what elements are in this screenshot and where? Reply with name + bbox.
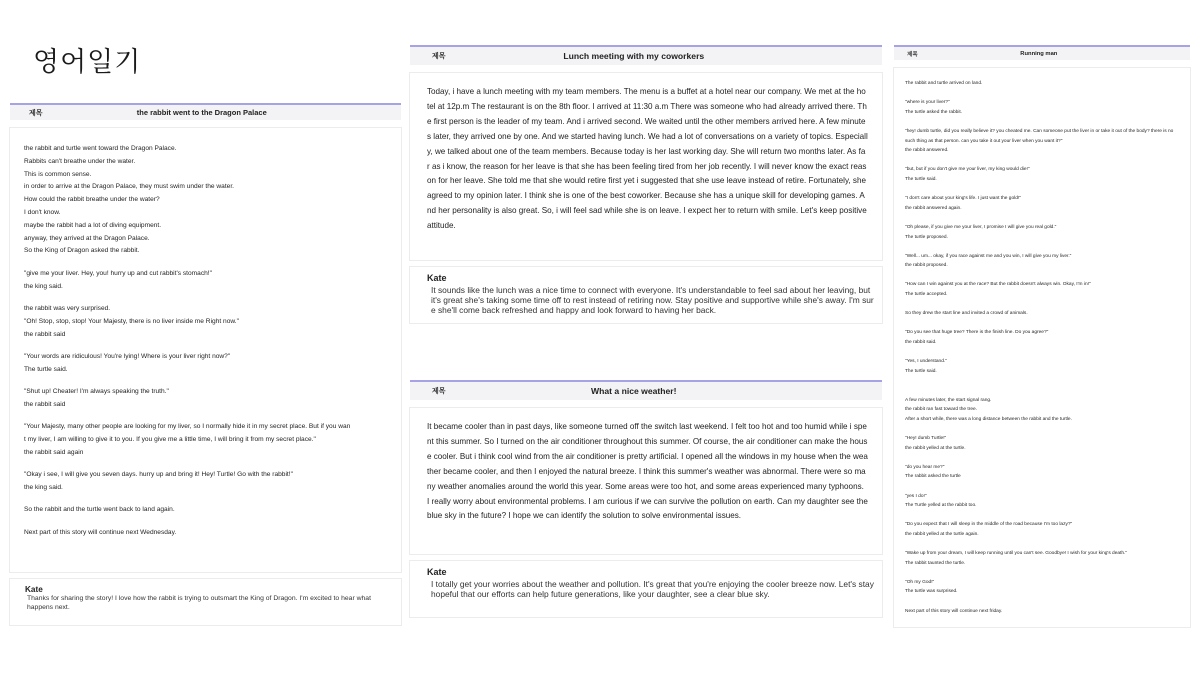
story-line: "Shut up! Cheater! I'm always speaking the truth." — [24, 388, 169, 396]
comment-text: It sounds like the lunch was a nice time to connect with everyone. It's understandable to feel sad about her leaving, but it's great she's taking some time off to rest instead of retiring now. Stay positive and supportive while she's away. I'm sure she'll come back refreshed and happy and look forward to having her back. — [431, 285, 874, 315]
entry-header — [410, 45, 882, 65]
story-line: So the rabbit and the turtle went back to land again. — [24, 506, 175, 514]
entry-body — [10, 128, 401, 572]
story-line: the rabbit was very surprised. — [24, 304, 111, 312]
entry-header — [10, 103, 401, 120]
stanza — [24, 351, 387, 377]
story-line: "Hey! dumb Turtle!" — [905, 435, 947, 441]
stanza — [905, 165, 1182, 184]
stanza — [905, 549, 1182, 568]
story-line: "I don't care about your king's life. I just want the gold!" — [905, 196, 1021, 202]
stanza — [905, 328, 1182, 347]
story-line: "Your Majesty, many other people are looking for my liver, so I normally hide it in my secret place. But if you wan — [24, 423, 351, 431]
story-line: "Your words are ridiculous! You're lying! Where is your liver right now?" — [24, 352, 231, 360]
story-line: "give me your liver. Hey, you! hurry up and cut rabbit's stomach!" — [24, 269, 212, 277]
story-line: the rabbit said again — [24, 448, 84, 456]
story-line: the rabbit yelled at the turtle. — [905, 445, 966, 451]
story-line: "Oh my God!" — [905, 579, 935, 585]
stanza — [905, 520, 1182, 539]
story-line: Next part of this story will continue next Wednesday. — [24, 528, 177, 536]
story-line: After a short while, there was a long distance between the rabbit and the turtle. — [905, 416, 1072, 422]
story-line: the rabbit proposed. — [905, 263, 948, 269]
story-line: maybe the rabbit had a lot of diving equipment. — [24, 221, 162, 229]
story-line: "How can I win against you at the race? But the rabbit doesn't always win. Okay, I'm in!" — [905, 282, 1091, 288]
comment-text: Thanks for sharing the story! I love how the rabbit is trying to outsmart the King of Dragon. I'm excited to hear what happens next. — [27, 595, 371, 611]
story-line: The turtle said. — [905, 176, 937, 182]
title-label: 제목 — [29, 109, 43, 117]
story-line: t my liver, I am willing to give it to you. If you give me a little time, I will bring it from my secret place." — [24, 436, 316, 444]
story-line: The Turtle yelled at the rabbit too. — [905, 503, 977, 509]
page-title: 영어일기 — [33, 47, 142, 78]
stanza — [905, 280, 1182, 299]
story-line: How could the rabbit breathe under the water? — [24, 196, 160, 204]
comment-author: Kate — [427, 567, 447, 577]
stanza — [905, 223, 1182, 242]
stanza — [24, 386, 387, 412]
stanza — [24, 504, 387, 517]
story-line: I don't know. — [24, 208, 61, 216]
story-line: "Well... um... okay, if you race against me and you win, I will give you my liver." — [905, 253, 1072, 259]
stanza — [24, 268, 387, 294]
story-line: The turtle proposed. — [905, 234, 948, 240]
entry-title: Lunch meeting with my coworkers — [563, 51, 705, 61]
story-line: the rabbit said — [24, 330, 66, 338]
title-label: 제목 — [432, 53, 446, 60]
comment — [410, 561, 882, 617]
comment-author: Kate — [427, 273, 447, 283]
story-line: the rabbit answered again. — [905, 205, 962, 211]
story-line: Rabbits can't breathe under the water. — [24, 157, 136, 165]
entry-card-dragon-palace — [10, 103, 401, 625]
stanza — [905, 194, 1182, 213]
story-line: the rabbit said. — [905, 340, 937, 346]
entry-title: Running man — [1020, 50, 1058, 57]
story-line: anyway, they arrived at the Dragon Palace. — [24, 234, 150, 242]
stanza — [24, 421, 387, 459]
stanza — [905, 578, 1182, 597]
stanza — [24, 469, 387, 495]
entry-title: the rabbit went to the Dragon Palace — [136, 108, 267, 117]
entry-card-lunch-meeting — [410, 45, 882, 323]
stanza — [905, 463, 1182, 482]
comment — [10, 579, 401, 625]
story-line: This is common sense. — [24, 170, 92, 178]
story-line: The rabbit asked the turtle — [905, 474, 961, 480]
story-line: the rabbit answered. — [905, 148, 949, 154]
story-line: The rabbit and turtle arrived on land. — [905, 81, 983, 86]
story-line: Next part of this story will continue next friday. — [905, 608, 1003, 614]
entry-body: It became cooler than in past days, like someone turned off the switch last weekend. I felt too hot and too humid while i spent this summer. So I turned on the air conditioner throughout this summer. Of course, the air conditioner can make the house cooler. But i think cool wind from the air conditioner is pretty artificial. I opened all the windows in my house when the weather became cooler, and then I enjoyed the natural breeze. I think this summer's weather was abnormal. There were so many weather anomalies around the world this year. Some areas were too hot, and some areas experienced many typhoons. I really worry about environmental problems. I am curious if we can survive the pollution on earth. Can my daughter see the blue sky in the future? I hope we can identify the solution to solve environmental issues. — [410, 408, 882, 554]
story-line: the king said. — [24, 484, 63, 492]
story-line: the king said. — [24, 282, 63, 290]
story-line: "but, but if you don't give me your liver, my king would die!" — [905, 167, 1030, 173]
story-line: A few minutes later, the start signal rang. — [905, 397, 992, 403]
story-line: "Do you see that huge tree? There is the finish line. Do you agree?" — [905, 330, 1049, 336]
story-line: "where is your liver?" — [905, 100, 950, 106]
story-line: The turtle asked the rabbit. — [905, 109, 963, 115]
comment — [410, 267, 882, 323]
story-line: "Okay i see, I will give you seven days. hurry up and bring it! Hey! Turtle! Go with the rabbit!" — [24, 471, 293, 479]
story-line: The turtle said. — [24, 365, 68, 373]
story-line: So the King of Dragon asked the rabbit. — [24, 247, 140, 255]
stanza — [905, 98, 1182, 117]
title-label: 제목 — [432, 388, 446, 395]
story-line: The turtle accepted. — [905, 292, 948, 298]
entry-header — [410, 380, 882, 400]
story-line: The rabbit taunted the turtle. — [905, 560, 966, 566]
stanza — [905, 386, 1182, 424]
entry-body — [894, 68, 1190, 627]
stanza — [905, 252, 1182, 271]
story-line: the rabbit and turtle went toward the Dragon Palace. — [24, 145, 177, 152]
story-line — [905, 386, 1182, 396]
stanza — [905, 492, 1182, 511]
story-line: "Yes, I understand." — [905, 359, 947, 365]
stanza — [24, 303, 387, 341]
stanza — [905, 434, 1182, 453]
story-line: "yes I do!" — [905, 493, 927, 499]
stanza — [905, 357, 1182, 376]
stanza — [905, 607, 1182, 617]
story-line: the rabbit yelled at the turtle again. — [905, 531, 979, 537]
story-line: "Oh please, if you give me your liver, I promise I will give you real gold." — [905, 224, 1057, 230]
story-line: "Do you expect that I will sleep in the middle of the road because I'm too lazy?" — [905, 522, 1073, 528]
story-line: So they drew the start line and invited a crowd of animals. — [905, 311, 1028, 317]
story-line: "Wake up from your dream, I will keep running until you can't see. Goodbye! I wish for your king's death." — [905, 551, 1128, 557]
stanza — [24, 143, 387, 258]
stanza — [905, 127, 1182, 156]
stanza — [905, 309, 1182, 319]
stanza — [905, 79, 1182, 89]
stanza — [24, 527, 387, 540]
entry-title: What a nice weather! — [591, 386, 677, 396]
comment-author: Kate — [25, 585, 43, 594]
story-line: the rabbit ran fast toward the tree. — [905, 407, 977, 413]
title-label: 제목 — [907, 51, 918, 58]
story-line: in order to arrive at the Dragon Palace, they must swim under the water. — [24, 183, 235, 191]
story-line: the rabbit said — [24, 400, 66, 408]
entry-header — [894, 45, 1190, 60]
entry-body: Today, i have a lunch meeting with my team members. The menu is a buffet at a hotel near our company. We met at the hotel at 12p.m The restaurant is on the 8th floor. I arrived at 11:30 a.m There was someone who had already arrived there. The first person is the leader of my team. And i arrived second. We waited until the other members arrived here. A few minutes later, they arrived one by one. And we started having lunch. We had a lot of conversations on a variety of topics. Especially, we talked about one of the team members. Because today is her last working day. She will return two months later. As far as i know, the reason for her leave is that she has been feeling tired from her job recently. I will never know the exact reason for her leave. She told me that she would retire first yet i suggested that she use leave instead of retire. Fortunately, she agreed to my opinion later. I think she is one of the best coworker. Because she has a unique skill for developing games. And her personality is also great. So, i will feel sad while she is on leave. I expect her to return with smile. Let's keep positive attitude. — [410, 73, 882, 260]
story-line: The turtle was surprised. — [905, 589, 958, 595]
comment-text: I totally get your worries about the weather and pollution. It's great that you're enjoying the cooler breeze now. Let's stay hopeful that our efforts can help future generations, like your daughter, see a clear blue sky. — [431, 579, 874, 599]
story-line: "do you hear me?" — [905, 464, 945, 470]
story-line: "hey! dumb turtle, did you really believe it? you cheated me. Can someone put the liver in or take it out of the body? there is no such thing as that person. can you take it out your liver when you want it?" — [905, 128, 1174, 144]
entry-card-weather — [410, 380, 882, 617]
entry-card-running-man — [894, 45, 1190, 627]
story-line: The turtle said. — [905, 368, 937, 374]
story-line: "Oh! Stop, stop, stop! Your Majesty, there is no liver inside me Right now." — [24, 317, 239, 325]
